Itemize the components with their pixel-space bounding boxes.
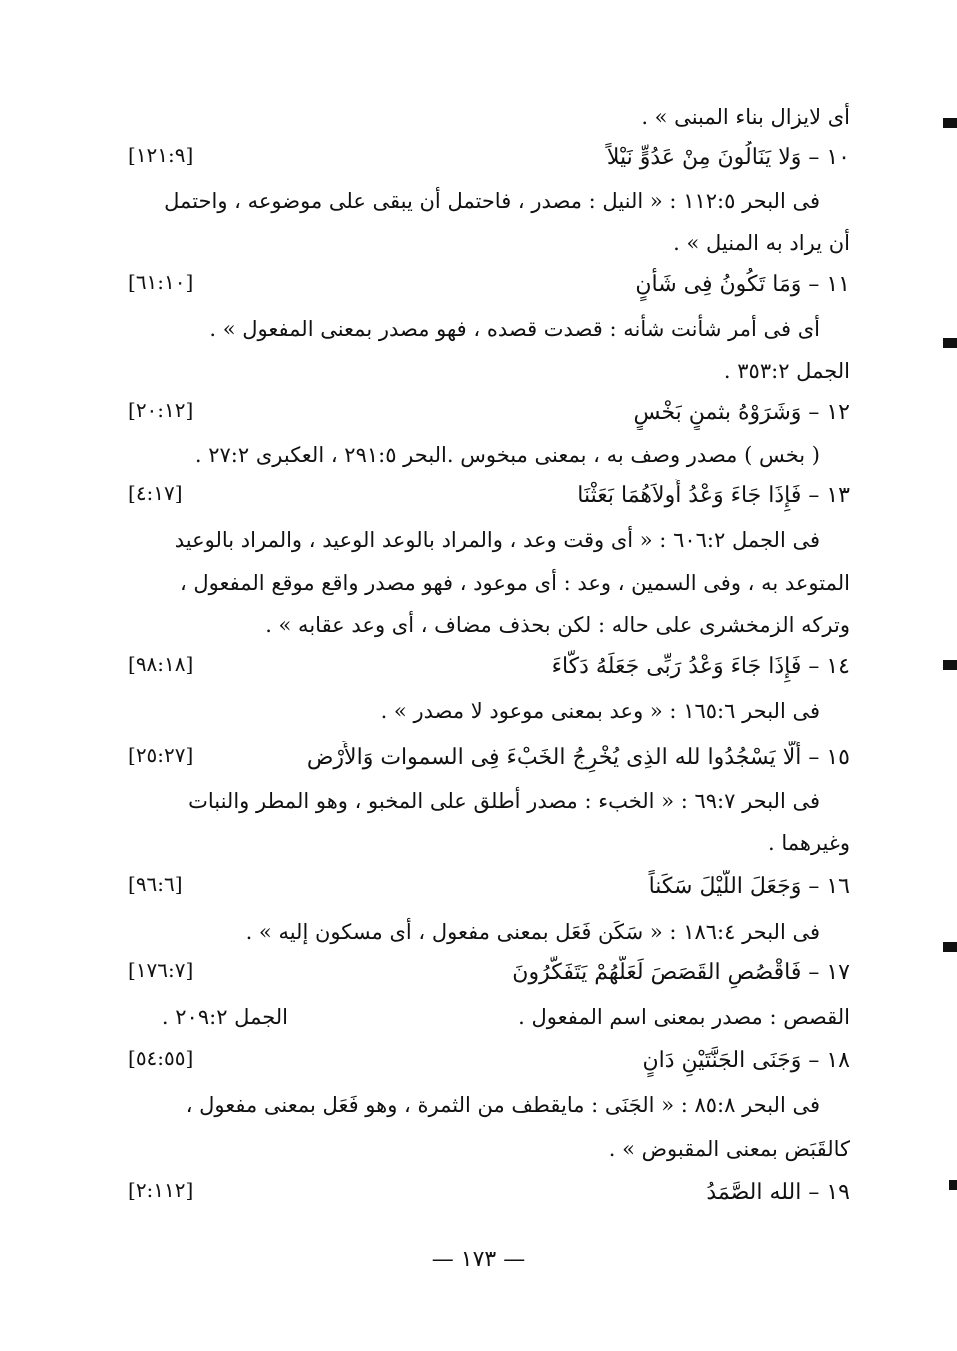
verse-reference: [٩٨:١٨] xyxy=(128,652,194,676)
scan-margin-mark xyxy=(949,1180,957,1190)
verse-line: ١٩ – الله الصَّمَدُ xyxy=(706,1180,850,1205)
verse-line: ١٣ – فَإِذَا جَاءَ وَعْدُ أُولاَهُمَا بَعَثْنَا xyxy=(577,483,850,508)
text-line: القصص : مصدر بمعنى اسم المفعول . xyxy=(518,1005,850,1029)
verse-line: ١٦ – وَجَعَلَ اللَّيْلَ سَكَناً xyxy=(648,874,850,899)
verse-reference: [٤:١٧] xyxy=(128,481,183,505)
verse-line: ١٥ – أَلَّا يَسْجُدُوا لله الذِى يُخْرِجُ الخَبْءَ فِى السموات وَالأَرْض xyxy=(306,745,850,770)
text-line: فى البحر ٦٩:٧ : « الخبء : مصدر أطلق على المخبو ، وهو المطر والنبات xyxy=(188,789,820,813)
verse-reference: [٩٦:٦] xyxy=(128,872,183,896)
source-note: الجمل ٢٠٩:٢ . xyxy=(161,1005,288,1029)
text-line: المتوعد به ، وفى السمين ، وعد : أى موعود ، فهو مصدر واقع موقع المفعول ، xyxy=(179,571,850,595)
verse-reference: [١٢١:٩] xyxy=(128,143,194,167)
verse-reference: [٢:١١٢] xyxy=(128,1178,194,1202)
text-line: فى البحر ١٨٦:٤ : « سَكَن فَعَل بمعنى مفعول ، أى مسكون إليه » . xyxy=(245,920,820,944)
scan-margin-mark xyxy=(943,942,957,952)
verse-reference: [٦١:١٠] xyxy=(128,270,194,294)
text-line: وغيرهما . xyxy=(767,831,850,855)
page-number: — ١٧٣ — xyxy=(431,1247,526,1272)
verse-line: ١٠ – وَلا يَنَالُونَ مِنْ عَدُوٍّ نَيْلاً xyxy=(606,145,850,170)
verse-reference: [٢٥:٢٧] xyxy=(128,743,194,767)
text-line: أى فى أمر شأنت شأنه : قصدت قصده ، فهو مصدر بمعنى المفعول » . xyxy=(209,317,820,341)
verse-line: ١٧ – فَاقْصُصِ القَصَصَ لَعَلَّهُمْ يَتَفَكَّرُونَ xyxy=(512,960,850,985)
text-line: ( بخس ) مصدر وصف به ، بمعنى مبخوس .البحر ٢٩١:٥ ، العكبرى ٢٧:٢ . xyxy=(194,443,820,467)
text-line: فى الجمل ٦٠٦:٢ : « أى وقت وعد ، والمراد بالوعد الوعيد ، والمراد بالوعيد xyxy=(174,528,820,552)
scan-margin-mark xyxy=(943,118,957,128)
text-line: أى لايزال بناء المبنى » . xyxy=(641,105,850,129)
verse-reference: [٥٤:٥٥] xyxy=(128,1046,194,1070)
text-line: فى البحر ١٦٥:٦ : « وعد بمعنى موعود لا مصدر » . xyxy=(380,699,820,723)
text-line: فى البحر ٨٥:٨ : « الجَنَى : مايقطف من الثمرة ، وهو فَعَل بمعنى مفعول ، xyxy=(185,1093,820,1117)
text-line: كالقَبَض بمعنى المقبوض » . xyxy=(608,1137,850,1161)
verse-line: ١٤ – فَإِذَا جَاءَ وَعْدُ رَبِّى جَعَلَهُ دَكَّاءَ xyxy=(551,654,850,679)
text-line: أن يراد به المنيل » . xyxy=(673,231,850,255)
text-line: فى البحر ١١٢:٥ : « النيل : مصدر ، فاحتمل أن يبقى على موضوعه ، واحتمل xyxy=(164,189,820,213)
scan-margin-mark xyxy=(943,660,957,670)
verse-line: ١٨ – وَجَنَى الجَنَّتَيْنِ دَانٍ xyxy=(642,1048,850,1073)
verse-reference: [١٧٦:٧] xyxy=(128,958,194,982)
text-line: الجمل ٣٥٣:٢ . xyxy=(723,359,850,383)
verse-line: ١٢ – وَشَرَوْهُ بثمنٍ بَخْسٍ xyxy=(633,400,850,425)
verse-line: ١١ – وَمَا تَكُونُ فِى شَأْنٍ xyxy=(635,272,850,297)
verse-reference: [٢٠:١٢] xyxy=(128,398,194,422)
scan-margin-mark xyxy=(943,338,957,348)
text-line: وتركه الزمخشرى على حاله : لكن بحذف مضاف ، أى وعد عقابه » . xyxy=(265,613,850,637)
